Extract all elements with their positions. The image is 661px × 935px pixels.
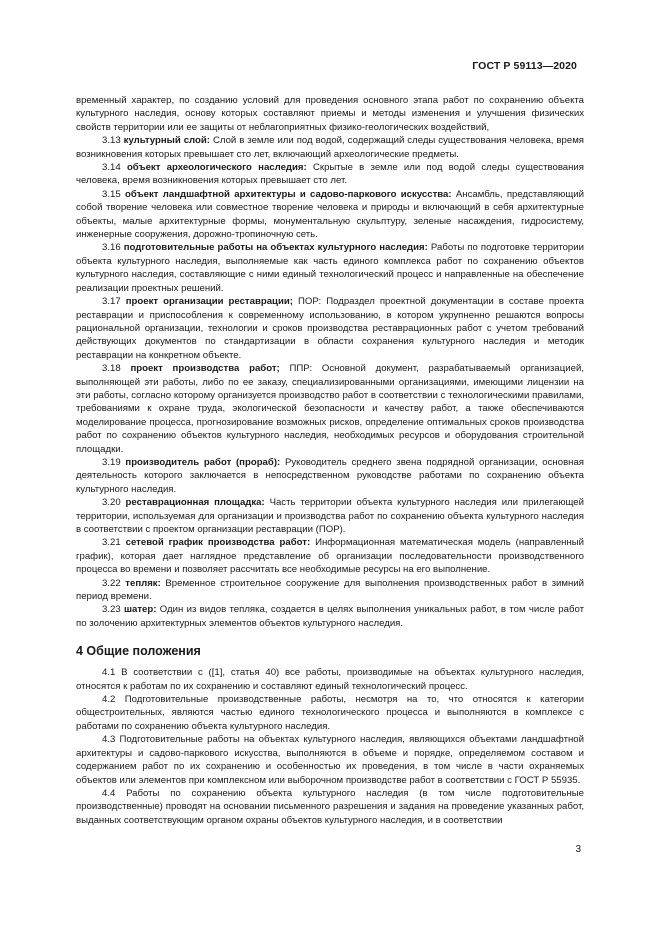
- term-number: 3.21: [102, 537, 121, 549]
- term-name: подготовительные работы на объектах культурного наследия:: [123, 242, 428, 254]
- term-number: 3.20: [102, 497, 121, 509]
- term-definition: Слой в земле или под водой, содержащий следы существования человека, время возникновения которых превышает сто лет, включающий археологические предметы.: [76, 135, 584, 160]
- term-3-21: [76, 536, 584, 576]
- paragraph-4-2: 4.2 Подготовительные производственные работы, несмотря на то, что относятся к категории общестроительных, являются частью единого технологического процесса и выполняются в комплексе с работами по сохранению объекта культурного наследия.: [76, 694, 584, 732]
- paragraph-4-1: 4.1 В соответствии с ([1], статья 40) все работы, производимые на объектах культурного наследия, относятся к работам по их сохранению и составляют единый технологический процесс.: [76, 667, 584, 692]
- term-number: 3.19: [102, 456, 121, 468]
- term-3-15: [76, 188, 584, 242]
- term-number: 3.15: [102, 188, 121, 200]
- term-definition: Один из видов тепляка, создается в целях выполнения уникальных работ, в том числе работ по золочению архитектурных элементов объектов культурного наследия.: [76, 604, 584, 629]
- term-3-14: [76, 161, 584, 188]
- term-name: проект организации реставрации;: [125, 296, 293, 308]
- term-definition: ПОР: Подраздел проектной документации в составе проекта реставрации и приспособления к современному использованию, в котором укрупненно решаются вопросы рациональной организации, технологии и сроков производства реставрационных работ с учетом требований действующих документов по стандартизации в области сохранения культурного наследия и методик реставрации на конкретном объекте.: [76, 296, 584, 361]
- term-name: тепляк:: [125, 577, 161, 589]
- term-definition: Временное строительное сооружение для выполнения производственных работ в зимний период времени.: [76, 577, 584, 603]
- term-3-20: [76, 496, 584, 536]
- page-number: 3: [575, 844, 581, 855]
- term-number: 3.14: [102, 162, 121, 174]
- term-3-22: [76, 577, 584, 604]
- term-name: производитель работ (прораб):: [125, 456, 281, 468]
- term-number: 3.13: [102, 135, 121, 147]
- term-number: 3.18: [102, 363, 121, 375]
- section-title: 4 Общие положения: [76, 644, 201, 659]
- term-definition: Часть территории объекта культурного наследия или прилегающей территории, используемая для организации и производства работ по сохранению объекта культурного наследия в соответствии с проектом организации реставрации (ПОР).: [76, 497, 584, 535]
- term-definition: Ансамбль, представляющий собой творение человека или совместное творение человека и природы и включающий в себя архитектурные объекты, малые архитектурные формы, монументальную скульптуру, зеленые насаждения, гидросистему, инженерные сооружения, дорожно-тропиночную сеть.: [76, 188, 584, 241]
- term-definition: Работы по подготовке территории объекта культурного наследия, выполняемые как часть единого комплекса работ по сохранению объектов культурного наследия, составляющие с ними единый технологический процесс и направленные на обеспечение реализации проектных решений.: [76, 242, 584, 294]
- term-definition: Скрытые в земле или под водой следы существования человека, время возникновения которых превышает сто лет.: [76, 162, 584, 187]
- term-name: сетевой график производства работ:: [125, 537, 311, 549]
- term-definition: ППР: Основной документ, разрабатываемый организацией, выполняющей эти работы, либо по ее заказу, специализированными организациями, имеющими лицензии на эти работы, согласно которому организуется производство работ в соответствии с технологическими правилами, требованиями к охране труда, экологической безопасности и качеству работ, а также обеспечиваются моделирование процесса, прогнозирование возможных рисков, определение оптимальных сроков производства работ по сохранению объектов культурного наследия, необходимых ресурсов и оборудования строительной площадки.: [76, 363, 584, 455]
- paragraph-4-4: 4.4 Работы по сохранению объекта культурного наследия (в том числе подготовительные производственные) проводят на основании письменного разрешения и задания на проведение указанных работ, выданных соответствующим органом охраны объектов культурного наследия, и в соответствии: [76, 787, 584, 826]
- term-number: 3.17: [102, 296, 121, 308]
- term-definition: Информационная математическая модель (направленный график), которая дает наглядное представление об организации последовательности производственного процесса во времени и позволяет рассчитать все необходимые ресурсы на его выполнение.: [76, 537, 584, 576]
- term-definition: Руководитель среднего звена подрядной организации, основная деятельность которого заключается в непосредственном руководстве работами по сохранению объекта культурного наследия.: [76, 456, 584, 495]
- term-name: реставрационная площадка:: [125, 497, 265, 509]
- term-name: культурный слой:: [123, 135, 210, 147]
- term-number: 3.22: [102, 577, 121, 589]
- term-name: шатер:: [124, 604, 157, 616]
- term-number: 3.16: [102, 242, 121, 254]
- term-3-13: [76, 134, 584, 161]
- term-3-23: [76, 603, 584, 630]
- paragraph-4-3: 4.3 Подготовительные работы на объектах культурного наследия, являющихся объектами ландшафтной архитектуры и садово-паркового искусства, выполняются в объеме и порядке, определяемом составом и содержанием работ по их сохранению и особенностью их проведения, в том числе в части охраняемых объектов или элементов при комплексном или выборочном производстве работ в соответствии с ГОСТ Р 55935.: [76, 734, 584, 786]
- document-body: [76, 94, 584, 827]
- term-3-19: [76, 456, 584, 496]
- term-name: объект археологического наследия:: [126, 162, 307, 174]
- document-code-header: ГОСТ Р 59113—2020: [472, 60, 577, 72]
- term-number: 3.23: [102, 604, 121, 616]
- term-3-18: [76, 362, 584, 456]
- term-name: проект производства работ;: [130, 363, 280, 375]
- term-3-17: [76, 295, 584, 362]
- term-3-16: [76, 241, 584, 295]
- term-name: объект ландшафтной архитектуры и садово-паркового искусства:: [124, 188, 452, 200]
- continuation-paragraph: временный характер, по созданию условий для проведения основного этапа работ по сохранению объекта культурного наследия, основу которых составляют приемы и методы изменения и улучшения физических свойств территории или ее защиты от неблагоприятных физико-геологических воздействий,: [76, 95, 584, 133]
